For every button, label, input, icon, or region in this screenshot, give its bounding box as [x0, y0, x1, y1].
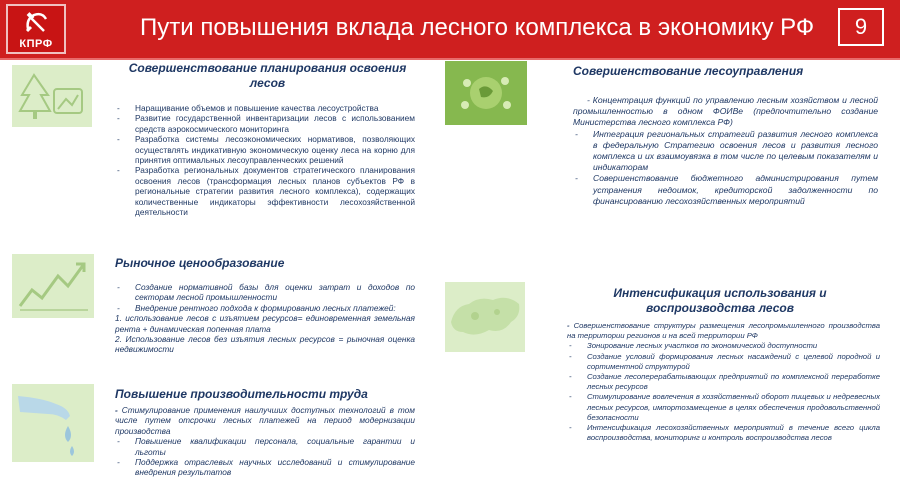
- section-title-pricing: Рыночное ценообразование: [115, 256, 285, 270]
- list-item: - Зонирование лесных участков по экономической доступности: [567, 341, 880, 351]
- list-item: - Внедрение рентного подхода к формированию лесных платежей:: [115, 303, 415, 313]
- list-item: - Создание лесоперерабатывающих предприятий по комплексной переработке лесных ресурсов: [567, 372, 880, 392]
- list-item: [573, 95, 878, 129]
- page-title: Пути повышения вклада лесного комплекса в экономику РФ: [140, 14, 815, 41]
- list-item: - Интенсификация лесохозяйственных мероприятий в течение всего цикла воспроизводства, мониторинг и контроль воспроизводства лесов: [567, 423, 880, 443]
- logo-text: КПРФ: [19, 38, 53, 50]
- section-title-planning: Совершенствование планирования освоения лесов: [128, 61, 407, 90]
- list-item: - Наращивание объемов и повышение качества лесоустройства: [115, 103, 415, 113]
- section-body-management: [573, 95, 878, 207]
- list-item: [567, 321, 880, 341]
- forest-tree-icon: [12, 65, 92, 127]
- list-item: 1. использование лесов с изъятием ресурсов= единовременная земельная рента + динамическая попенная плата: [115, 313, 415, 334]
- list-item-text: Концентрация функций по управлению лесным хозяйством и лесной промышленностью в одном ФОИВе (предпочтительно создание Министерства лесного комплекса РФ): [573, 95, 878, 128]
- list-item: - Развитие государственной инвентаризации лесов с использованием средств аэрокосмического мониторинга: [115, 113, 415, 134]
- list-item: - Создание условий формирования лесных насаждений с целевой породной и сортиментной структурой: [567, 352, 880, 372]
- people-globe-icon: [445, 61, 527, 125]
- growth-chart-icon: [12, 254, 94, 318]
- list-item: 2. Использование лесов без изъятия лесных ресурсов = рыночная оценка недвижимости: [115, 334, 415, 355]
- header-bar: [0, 0, 900, 60]
- list-item: - Разработка региональных документов стратегического планирования освоения лесов (трансформация лесных планов субъектов РФ в региональные стратегии развития лесного комплекса), содержащих количественные индикаторы эффективности лесохозяйственной деятельности: [115, 165, 415, 217]
- section-body-pricing: [115, 282, 415, 355]
- hand-water-drop-icon: [12, 384, 94, 462]
- list-item: [115, 405, 415, 436]
- section-title-management: Совершенствование лесоуправления: [573, 64, 804, 78]
- dash-marker: -: [115, 405, 122, 415]
- list-item: - Стимулирование вовлечения в хозяйственный оборот пищевых и недревесных лесных ресурсов, импортозамещение в целях обеспечения продовольственной безопасности: [567, 392, 880, 423]
- dash-marker: -: [567, 321, 574, 330]
- section-body-intensification: [567, 321, 880, 443]
- section-body-productivity: [115, 405, 415, 478]
- russia-map-icon: [445, 282, 525, 352]
- kprf-logo: [6, 4, 66, 54]
- dash-marker: -: [587, 95, 593, 105]
- list-item-text: Совершенствование структуры размещения лесопромышленного производства на территории регионов и на всей территории РФ: [567, 321, 880, 341]
- list-item: - Повышение квалификации персонала, социальные гарантии и льготы: [115, 436, 415, 457]
- list-item: - Совершенствование бюджетного администрирования путем устранения недоимок, кредиторской задолженности по финансированию лесохозяйственных мероприятий: [573, 173, 878, 207]
- page-number: 9: [838, 8, 884, 46]
- list-item: - Разработка системы лесоэкономических нормативов, позволяющих осуществлять индикативную экономическую оценку леса на корню для принятия оптимальных лесоуправленческих решений: [115, 134, 415, 165]
- list-item-text: Стимулирование применения наилучших доступных технологий в том числе путем отсрочки лесных платежей на период модернизации производства: [115, 405, 415, 436]
- section-title-productivity: Повышение производительности труда: [115, 387, 368, 401]
- list-item: - Создание нормативной базы для оценки затрат и доходов по секторам лесной промышленности: [115, 282, 415, 303]
- section-title-intensification: Интенсификация использования и воспроизводства лесов: [613, 286, 827, 315]
- section-body-planning: [115, 103, 415, 217]
- list-item: - Интеграция региональных стратегий развития лесного комплекса в федеральную Стратегию освоения лесов и развития лесного комплекса и их взаимоувязка в том числе по целевым показателям и индикаторам: [573, 129, 878, 174]
- list-item: - Поддержка отраслевых научных исследований и стимулирование внедрения результатов: [115, 457, 415, 478]
- hammer-sickle-icon: [22, 9, 50, 37]
